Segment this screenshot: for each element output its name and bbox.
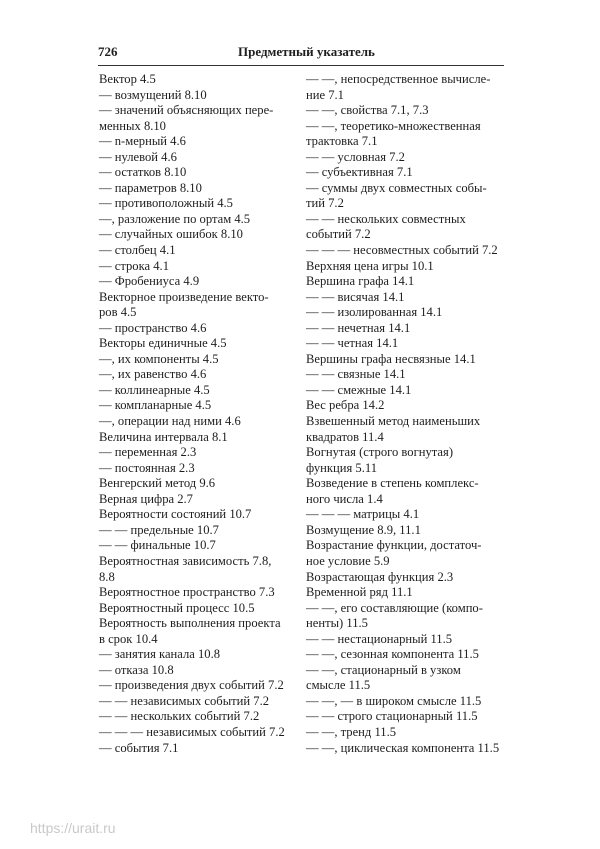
index-entry: трактовка 7.1	[306, 134, 378, 149]
index-entry: — — висячая 14.1	[306, 289, 405, 304]
index-column-left	[99, 72, 299, 756]
index-entry: — строка 4.1	[99, 258, 169, 273]
index-entry: — — нескольких событий 7.2	[99, 709, 260, 724]
index-entry: Величина интервала 8.1	[99, 429, 228, 444]
index-entry: событий 7.2	[306, 227, 371, 242]
index-entry: — — независимых событий 7.2	[99, 693, 270, 708]
index-entry: — —, его составляющие (компо-	[306, 600, 483, 615]
index-entry: Вершины графа несвязные 14.1	[306, 351, 476, 366]
index-entry: Вероятностная зависимость 7.8,	[99, 553, 272, 568]
index-entry: — — предельные 10.7	[99, 522, 219, 537]
index-entry: ров 4.5	[99, 305, 137, 320]
index-entry: ное условие 5.9	[306, 553, 390, 568]
index-entry: — — связные 14.1	[306, 367, 406, 382]
page-number: 726	[98, 44, 118, 59]
index-entry: — — четная 14.1	[306, 336, 399, 351]
index-entry: — — условная 7.2	[306, 149, 405, 164]
index-entry: Вогнутая (строго вогнутая)	[306, 445, 454, 460]
index-entry: — n-мерный 4.6	[99, 134, 186, 149]
index-entry: — — смежные 14.1	[306, 382, 412, 397]
index-entry: Возрастание функции, достаточ-	[306, 538, 482, 553]
index-entry: — пространство 4.6	[99, 320, 207, 335]
index-entry: менных 8.10	[99, 118, 166, 133]
index-entry: — —, теоретико-множественная	[306, 118, 481, 133]
index-entry: —, разложение по ортам 4.5	[99, 211, 251, 226]
index-entry: Векторы единичные 4.5	[99, 336, 227, 351]
index-entry: — —, стационарный в узком	[306, 662, 461, 677]
index-entry: квадратов 11.4	[306, 429, 384, 444]
index-entry: — — нескольких совместных	[306, 211, 466, 226]
index-entry: — отказа 10.8	[99, 662, 174, 677]
index-entry: — случайных ошибок 8.10	[99, 227, 243, 242]
index-entry: функция 5.11	[306, 460, 377, 475]
index-entry: Возведение в степень комплекс-	[306, 476, 479, 491]
index-entry: —, их равенство 4.6	[99, 367, 207, 382]
index-entry: — противоположный 4.5	[99, 196, 233, 211]
index-entry: — —, свойства 7.1, 7.3	[306, 103, 429, 118]
index-entry: — произведения двух событий 7.2	[99, 678, 284, 693]
index-entry: в срок 10.4	[99, 631, 158, 646]
index-entry: Верная цифра 2.7	[99, 491, 193, 506]
index-column-right	[306, 72, 506, 756]
index-entry: Векторное произведение векто-	[99, 289, 269, 304]
index-entry: Взвешенный метод наименьших	[306, 414, 481, 429]
index-entry: — параметров 8.10	[99, 180, 202, 195]
index-entry: — — нечетная 14.1	[306, 320, 411, 335]
index-entry: Временной ряд 11.1	[306, 585, 413, 600]
index-entry: ние 7.1	[306, 87, 344, 102]
index-entry: — —, непосредственное вычисле-	[306, 72, 491, 86]
index-entry: — суммы двух совместных собы-	[306, 180, 487, 195]
index-entry: смысле 11.5	[306, 678, 371, 693]
index-entry: — — — матрицы 4.1	[306, 507, 420, 522]
index-entry: Вес ребра 14.2	[306, 398, 385, 413]
index-entry: Вероятностное пространство 7.3	[99, 585, 275, 600]
index-entry: — столбец 4.1	[99, 243, 176, 258]
index-entry: — — нестационарный 11.5	[306, 631, 453, 646]
index-entry: — коллинеарные 4.5	[99, 382, 210, 397]
index-entry: — компланарные 4.5	[99, 398, 212, 413]
index-entry: — значений объясняющих пере-	[99, 103, 274, 118]
index-entry: Вершина графа 14.1	[306, 274, 415, 289]
index-entry: — Фробениуса 4.9	[99, 274, 200, 289]
running-header	[98, 44, 502, 64]
index-entry: — — строго стационарный 11.5	[306, 709, 478, 724]
index-entry: — — — несовместных событий 7.2	[306, 243, 498, 258]
index-entry: — — финальные 10.7	[99, 538, 216, 553]
index-entry: Вероятность выполнения проекта	[99, 616, 281, 631]
index-entry: — —, циклическая компонента 11.5	[306, 740, 500, 755]
index-entry: — —, сезонная компонента 11.5	[306, 647, 479, 662]
index-entry: Вектор 4.5	[99, 72, 156, 86]
index-entry: — события 7.1	[99, 740, 179, 755]
index-entry: 8.8	[99, 569, 115, 584]
watermark-url: https://urait.ru	[30, 820, 116, 836]
running-title: Предметный указатель	[238, 44, 375, 59]
index-entry: — — изолированная 14.1	[306, 305, 443, 320]
index-entry: —, операции над ними 4.6	[99, 414, 241, 429]
index-entry: — занятия канала 10.8	[99, 647, 221, 662]
index-entry: — субъективная 7.1	[306, 165, 413, 180]
index-entry: тий 7.2	[306, 196, 344, 211]
index-entry: ного числа 1.4	[306, 491, 383, 506]
index-entry: — — — независимых событий 7.2	[99, 724, 285, 739]
index-entry: —, их компоненты 4.5	[99, 351, 219, 366]
index-entry: — постоянная 2.3	[99, 460, 195, 475]
index-entry: Вероятностный процесс 10.5	[99, 600, 255, 615]
index-entry: — остатков 8.10	[99, 165, 187, 180]
index-entry: — переменная 2.3	[99, 445, 197, 460]
index-entry: Возмущение 8.9, 11.1	[306, 522, 421, 537]
index-entry: Вероятности состояний 10.7	[99, 507, 252, 522]
index-entry: ненты) 11.5	[306, 616, 368, 631]
index-entry: — возмущений 8.10	[99, 87, 207, 102]
header-rule	[98, 65, 504, 66]
index-entry: — нулевой 4.6	[99, 149, 177, 164]
index-entry: Венгерский метод 9.6	[99, 476, 216, 491]
index-entry: Верхняя цена игры 10.1	[306, 258, 434, 273]
index-entry: Возрастающая функция 2.3	[306, 569, 454, 584]
index-entry: — —, тренд 11.5	[306, 724, 397, 739]
index-entry: — —, — в широком смысле 11.5	[306, 693, 482, 708]
